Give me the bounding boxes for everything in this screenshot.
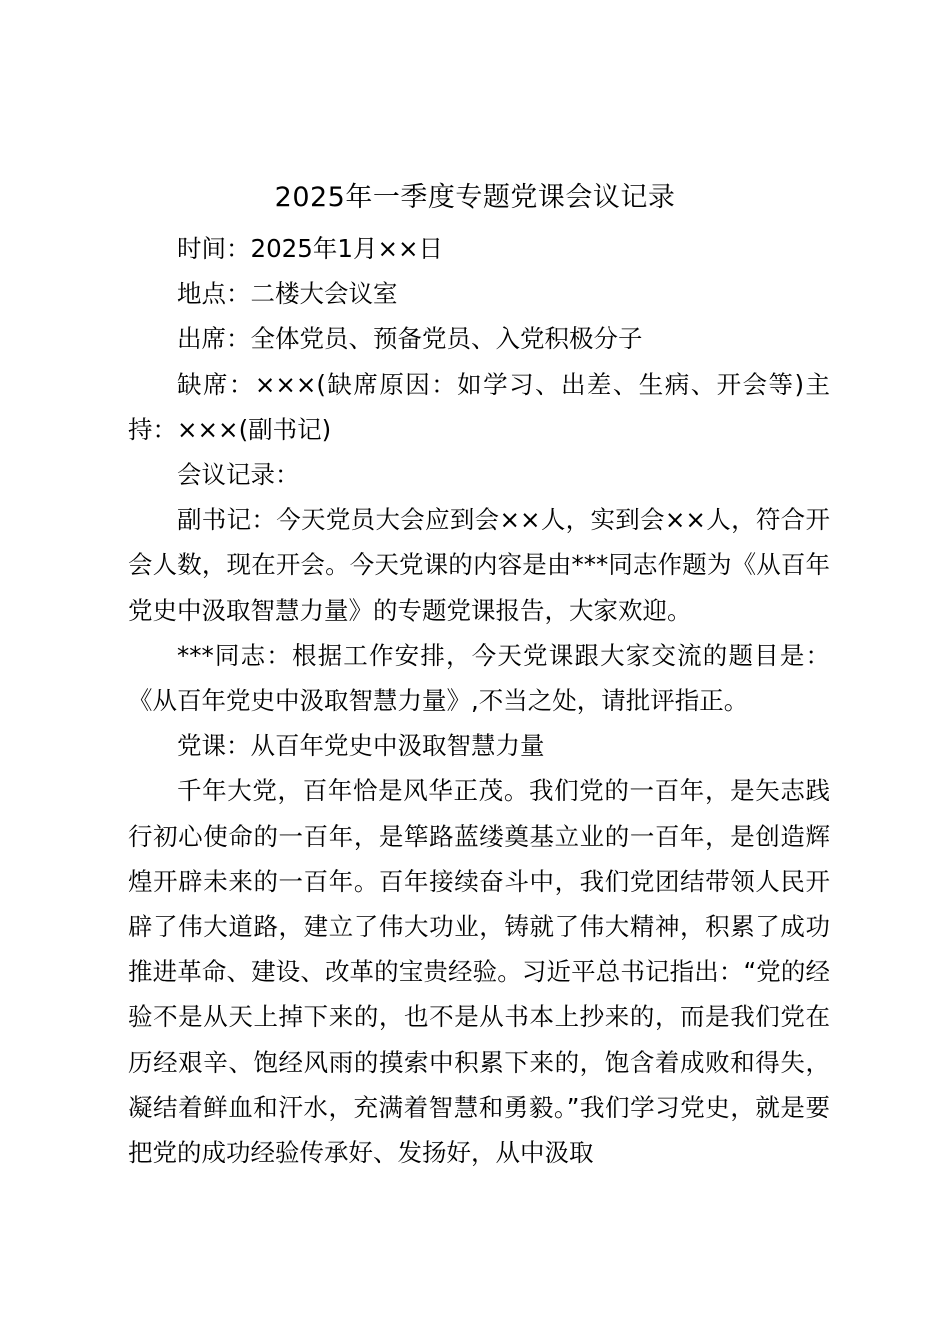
meeting-absentees-host: 缺席：×××(缺席原因：如学习、出差、生病、开会等)主持：×××(副书记)	[128, 369, 830, 444]
meeting-time: 时间：2025年1月××日	[177, 234, 443, 263]
meeting-location: 地点：二楼大会议室	[177, 279, 398, 309]
document-body	[128, 226, 830, 1175]
document-title: 2025年一季度专题党课会议记录	[274, 182, 676, 213]
speaker-introduction: ***同志：根据工作安排，今天党课跟大家交流的题目是：《从百年党史中汲取智慧力量》,不当之处，请批评指正。	[128, 640, 830, 716]
party-lecture-topic: 党课：从百年党史中汲取智慧力量	[177, 731, 545, 761]
deputy-secretary-opening: 副书记：今天党员大会应到会××人，实到会××人，符合开会人数，现在开会。今天党课的内容是由***同志作题为《从百年党史中汲取智慧力量》的专题党课报告，大家欢迎。	[128, 505, 830, 625]
meeting-attendees: 出席：全体党员、预备党员、入党积极分子	[177, 324, 643, 354]
lecture-body-paragraph: 千年大党，百年恰是风华正茂。我们党的一百年，是矢志践行初心使命的一百年，是筚路蓝缕奠基立业的一百年，是创造辉煌开辟未来的一百年。百年接续奋斗中，我们党团结带领人民开辟了伟大道路，建立了伟大功业，铸就了伟大精神，积累了成功推进革命、建设、改革的宝贵经验。习近平总书记指出：“党的经验不是从天上掉下来的，也不是从书本上抄来的，而是我们党在历经艰辛、饱经风雨的摸索中积累下来的，饱含着成败和得失，凝结着鲜血和汗水，充满着智慧和勇毅。”我们学习党史，就是要把党的成功经验传承好、发扬好，从中汲取	[128, 776, 830, 1168]
meeting-minutes-heading: 会议记录：	[177, 460, 300, 490]
